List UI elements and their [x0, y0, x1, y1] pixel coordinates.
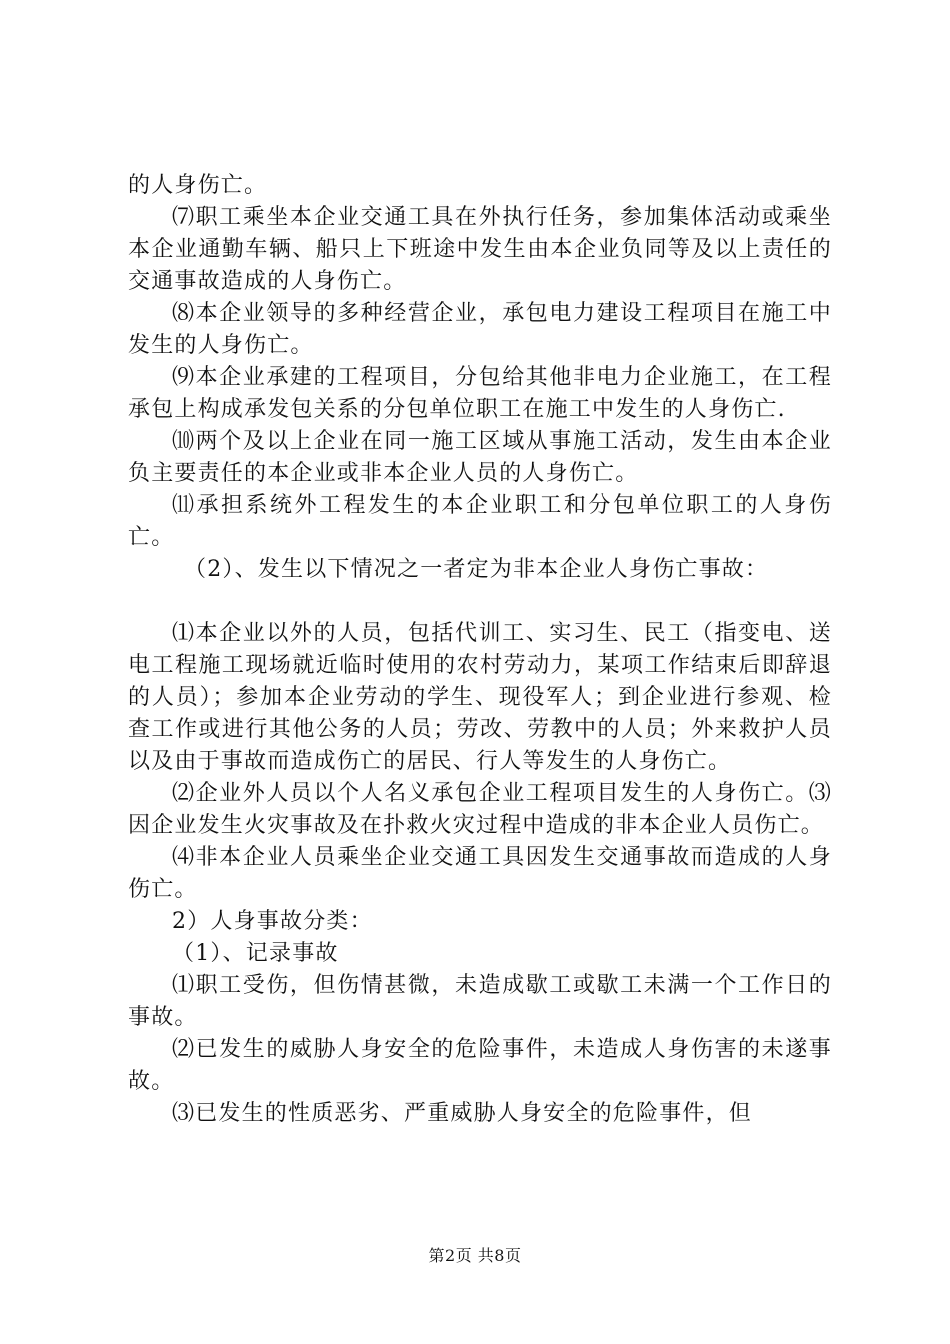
paragraph-continuation: 的人身伤亡。 [128, 173, 268, 198]
paragraph-item-11: ⑾承担系统外工程发生的本企业职工和分包单位职工的人身伤亡。 [128, 493, 832, 550]
page-number-footer: 第2页 共8页 [428, 1246, 522, 1265]
paragraph-item-7: ⑺职工乘坐本企业交通工具在外执行任务，参加集体活动或乘坐本企业通勤车辆、船只上下班途中发生由本企业负同等及以上责任的交通事故造成的人身伤亡。 [128, 205, 832, 294]
document-body [128, 170, 832, 1130]
paragraph-record-1: ⑴职工受伤，但伤情甚微，未造成歇工或歇工未满一个工作日的事故。 [128, 973, 832, 1030]
paragraph-record-2: ⑵已发生的威胁人身安全的危险事件，未造成人身伤害的未遂事故。 [128, 1037, 832, 1094]
paragraph-record-3: ⑶已发生的性质恶劣、严重威胁人身安全的危险事件，但 [172, 1101, 753, 1126]
paragraph-non-enterprise-4: ⑷非本企业人员乘坐企业交通工具因发生交通事故而造成的人身伤亡。 [128, 845, 832, 902]
paragraph-item-10: ⑽两个及以上企业在同一施工区域从事施工活动，发生由本企业负主要责任的本企业或非本企业人员的人身伤亡。 [128, 429, 832, 486]
subsection-heading-record: （1）、记录事故 [172, 941, 339, 966]
paragraph-item-8: ⑻本企业领导的多种经营企业，承包电力建设工程项目在施工中发生的人身伤亡。 [128, 301, 832, 358]
paragraph-item-9: ⑼本企业承建的工程项目，分包给其他非电力企业施工，在工程承包上构成承发包关系的分包单位职工在施工中发生的人身伤亡. [128, 365, 832, 422]
paragraph-non-enterprise-2-3: ⑵企业外人员以个人名义承包企业工程项目发生的人身伤亡。⑶因企业发生火灾事故及在扑救火灾过程中造成的非本企业人员伤亡。 [128, 781, 832, 838]
section-heading-non-enterprise: （2）、发生以下情况之一者定为非本企业人身伤亡事故： [184, 557, 769, 582]
paragraph-non-enterprise-1: ⑴本企业以外的人员，包括代训工、实习生、民工（指变电、送电工程施工现场就近临时使用的农村劳动力，某项工作结束后即辞退的人员）；参加本企业劳动的学生、现役军人；到企业进行参观、检查工作或进行其他公务的人员；劳改、劳教中的人员；外来救护人员以及由于事故而造成伤亡的居民、行人等发生的人身伤亡。 [128, 621, 832, 774]
section-heading-classification: 2）人身事故分类： [172, 909, 373, 934]
